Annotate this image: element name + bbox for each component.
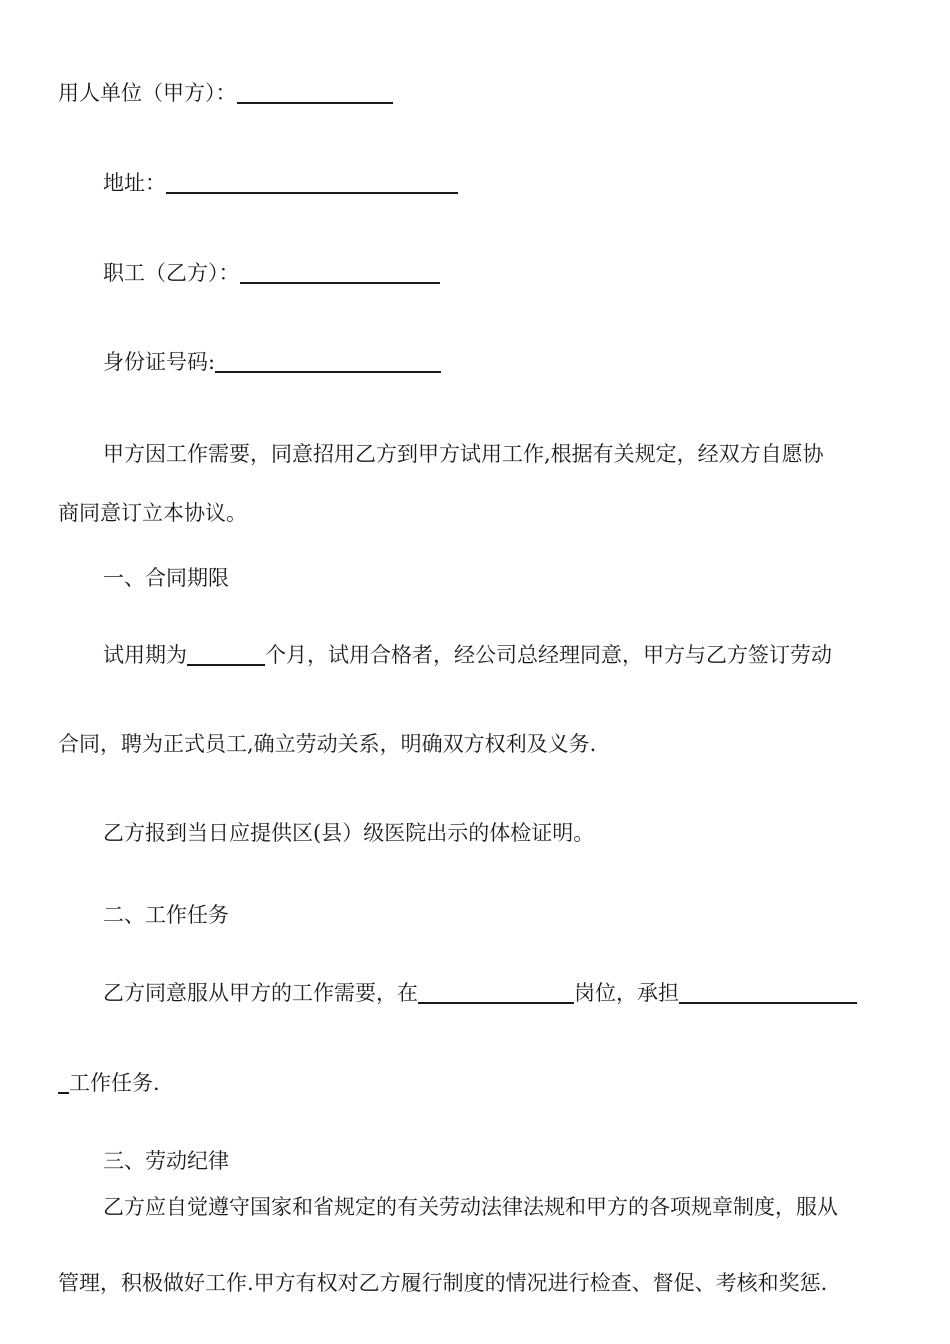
probation-text-after: 个月，试用合格者，经公司总经理同意，甲方与乙方签订劳动 xyxy=(265,643,832,667)
post-blank xyxy=(418,980,574,1004)
task-line xyxy=(103,978,857,1008)
id-line xyxy=(103,347,441,377)
task-text-mid: 岗位，承担 xyxy=(574,981,679,1005)
address-label: 地址： xyxy=(103,171,166,195)
probation-months-blank xyxy=(187,642,265,666)
party-a-line xyxy=(58,78,393,108)
task-blank xyxy=(679,980,857,1004)
task-line-2 xyxy=(58,1068,160,1098)
section3-heading: 三、劳动纪律 xyxy=(103,1149,229,1173)
party-b-blank xyxy=(240,260,440,284)
probation-line-2: 合同，聘为正式员工,确立劳动关系，明确双方权利及义务. xyxy=(58,732,597,756)
section2-heading: 二、工作任务 xyxy=(103,903,229,927)
party-b-line xyxy=(103,258,440,288)
intro-line-2: 商同意订立本协议。 xyxy=(58,501,247,525)
task-text-before: 乙方同意服从甲方的工作需要，在 xyxy=(103,981,418,1005)
probation-line xyxy=(103,640,832,670)
task-blank-continued xyxy=(58,1070,69,1094)
task-text-after: 工作任务. xyxy=(69,1071,160,1095)
address-blank xyxy=(166,170,458,194)
id-blank xyxy=(215,349,441,373)
party-a-blank xyxy=(237,80,393,104)
party-b-label: 职工（乙方）： xyxy=(103,261,240,285)
intro-line-1: 甲方因工作需要，同意招用乙方到甲方试用工作,根据有关规定，经双方自愿协 xyxy=(103,442,824,466)
section1-heading: 一、合同期限 xyxy=(103,566,229,590)
party-a-label: 用人单位（甲方）： xyxy=(58,81,237,105)
discipline-line-1: 乙方应自觉遵守国家和省规定的有关劳动法律法规和甲方的各项规章制度，服从 xyxy=(103,1195,838,1219)
id-label: 身份证号码: xyxy=(103,350,216,374)
probation-text-before: 试用期为 xyxy=(103,643,187,667)
medical-cert-line: 乙方报到当日应提供区(县）级医院出示的体检证明。 xyxy=(103,821,595,845)
discipline-line-2: 管理，积极做好工作.甲方有权对乙方履行制度的情况进行检查、督促、考核和奖惩. xyxy=(58,1271,828,1295)
address-line xyxy=(103,168,458,198)
